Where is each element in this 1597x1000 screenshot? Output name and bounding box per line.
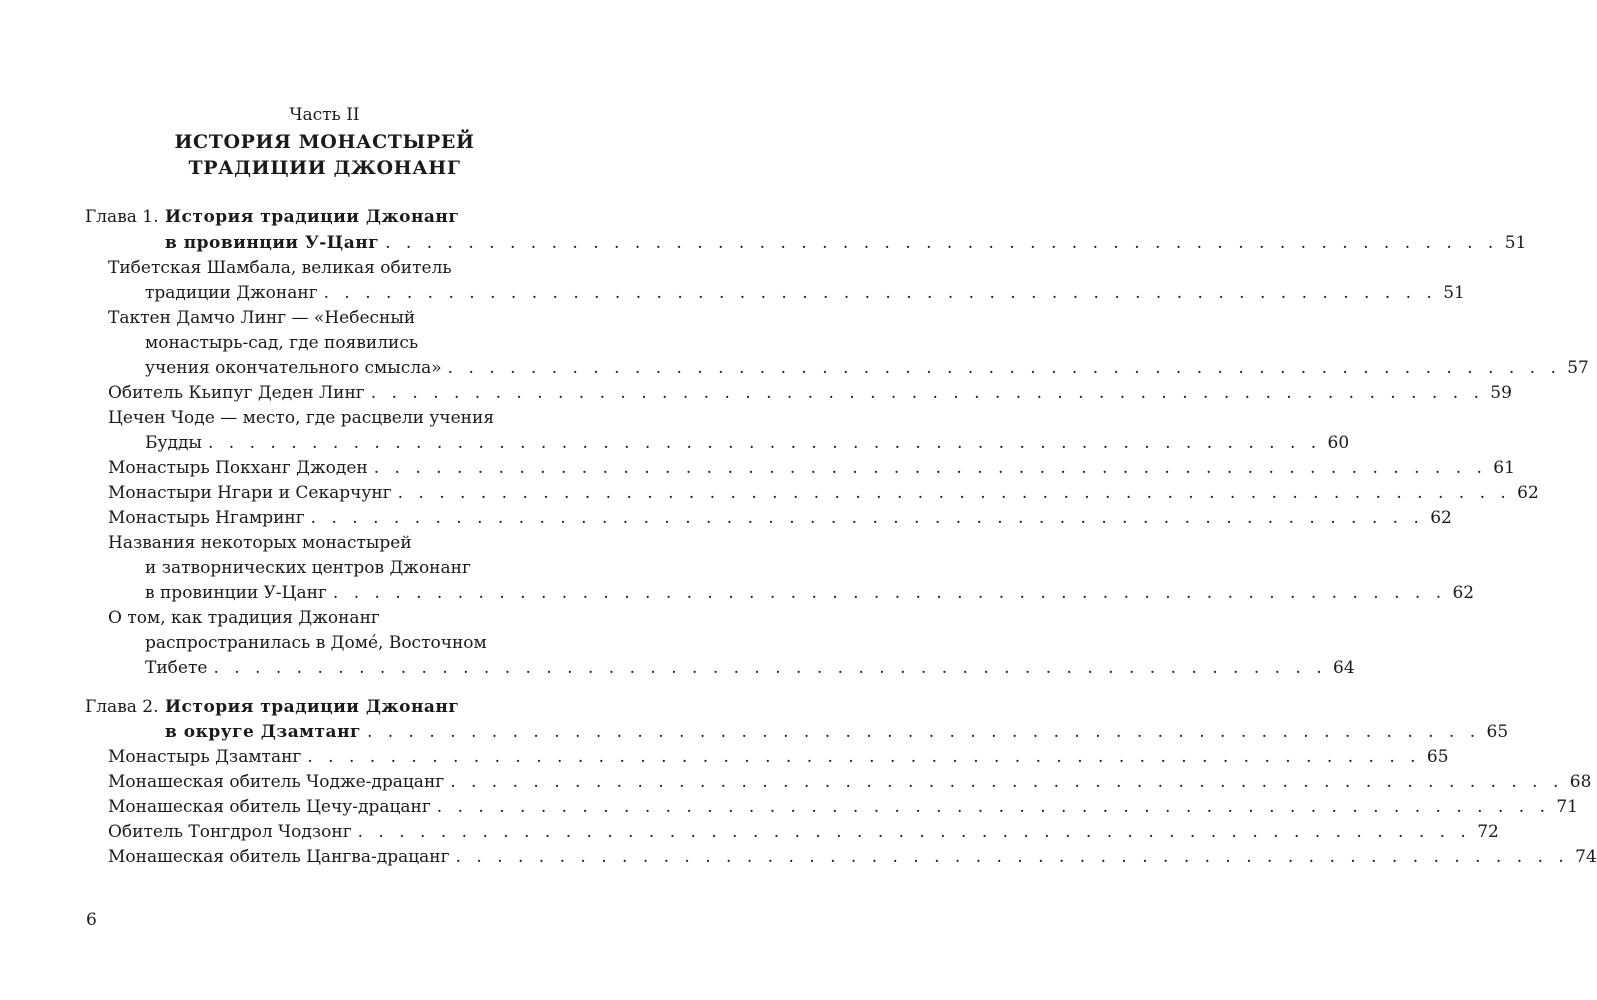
dot-leader: . . . . . . . . . . . . . . . . . . . . . . . . . . . . . . . . . . . . . . . . . . . . . . . . . . . . . . bbox=[323, 283, 1437, 303]
page-ref: 64 bbox=[1333, 658, 1355, 678]
toc-entry[interactable] bbox=[108, 795, 1578, 820]
toc-entry-line: монастырь-сад, где появились bbox=[145, 333, 419, 353]
page-ref: 62 bbox=[1452, 583, 1475, 603]
dot-leader: . . . . . . . . . . . . . . . . . . . . . . . . . . . . . . . . . . . . . . . . . . . . . . . . . . . . . . bbox=[213, 658, 1327, 678]
toc-entry[interactable] bbox=[108, 381, 1512, 406]
toc-entry-text: Будды bbox=[145, 433, 202, 453]
toc-entry-text: Монастырь Покханг Джоден bbox=[108, 458, 368, 478]
toc-entry-text: Монашеская обитель Цечу-драцанг bbox=[108, 797, 431, 817]
dot-leader: . . . . . . . . . . . . . . . . . . . . . . . . . . . . . . . . . . . . . . . . . . . . . . . . . . . . . . bbox=[310, 508, 1424, 528]
page-ref: 60 bbox=[1327, 433, 1350, 453]
toc-entry-text: Обитель Тонгдрол Чодзонг bbox=[108, 822, 352, 842]
toc-entry[interactable] bbox=[108, 456, 1515, 481]
toc-entry[interactable] bbox=[145, 431, 1350, 456]
toc-entry[interactable] bbox=[108, 770, 1592, 795]
toc-entry-text: традиции Джонанг bbox=[145, 283, 318, 303]
page-ref: 61 bbox=[1493, 458, 1515, 478]
dot-leader: . . . . . . . . . . . . . . . . . . . . . . . . . . . . . . . . . . . . . . . . . . . . . . . . . . . . . . bbox=[207, 433, 1322, 453]
toc-entry-line: Тибетская Шамбала, великая обитель bbox=[108, 258, 452, 278]
dot-leader: . . . . . . . . . . . . . . . . . . . . . . . . . . . . . . . . . . . . . . . . . . . . . . . . . . . . . . bbox=[450, 772, 1564, 792]
dot-leader: . . . . . . . . . . . . . . . . . . . . . . . . . . . . . . . . . . . . . . . . . . . . . . . . . . . . . . bbox=[397, 483, 1511, 503]
part-title-line-1: ИСТОРИЯ МОНАСТЫРЕЙ bbox=[174, 131, 475, 153]
dot-leader: . . . . . . . . . . . . . . . . . . . . . . . . . . . . . . . . . . . . . . . . . . . . . . . . . . . . . . bbox=[455, 847, 1569, 867]
toc-entry[interactable] bbox=[108, 845, 1597, 870]
page-number: 6 bbox=[86, 910, 97, 930]
toc-entry-text: учения окончательного смысла» bbox=[145, 358, 442, 378]
dot-leader: . . . . . . . . . . . . . . . . . . . . . . . . . . . . . . . . . . . . . . . . . . . . . . . . . . . . . . bbox=[357, 822, 1471, 842]
toc-entry-text: Обитель Кьипуг Деден Линг bbox=[108, 383, 365, 403]
toc-entry[interactable] bbox=[108, 481, 1539, 506]
page-ref: 51 bbox=[1443, 283, 1465, 303]
dot-leader: . . . . . . . . . . . . . . . . . . . . . . . . . . . . . . . . . . . . . . . . . . . . . . . . . . . . . . bbox=[436, 797, 1550, 817]
chapter-2-title-line-2: в округе Дзамтанг bbox=[165, 722, 361, 742]
dot-leader: . . . . . . . . . . . . . . . . . . . . . . . . . . . . . . . . . . . . . . . . . . . . . . . . . . . . . . bbox=[385, 233, 1499, 253]
page-ref: 65 bbox=[1486, 722, 1509, 742]
toc-entry-text: Монашеская обитель Чодже-драцанг bbox=[108, 772, 445, 792]
dot-leader: . . . . . . . . . . . . . . . . . . . . . . . . . . . . . . . . . . . . . . . . . . . . . . . . . . . . . . bbox=[373, 458, 1487, 478]
toc-entry-text: в провинции У-Цанг bbox=[145, 583, 327, 603]
chapter-1-title-line-1: История традиции Джонанг bbox=[165, 207, 460, 227]
page-ref: 57 bbox=[1567, 358, 1589, 378]
toc-entry[interactable] bbox=[108, 745, 1449, 770]
toc-entry-line: О том, как традиция Джонанг bbox=[108, 608, 380, 628]
page-ref: 51 bbox=[1504, 233, 1527, 253]
part-label: Часть II bbox=[289, 105, 360, 125]
part-title-line-2: ТРАДИЦИИ ДЖОНАНГ bbox=[188, 157, 461, 179]
page-ref: 62 bbox=[1517, 483, 1539, 503]
toc-entry-text: Монастыри Нгари и Секарчунг bbox=[108, 483, 392, 503]
page-ref: 72 bbox=[1477, 822, 1499, 842]
page-ref: 71 bbox=[1556, 797, 1578, 817]
chapter-1-title-line-2: в провинции У-Цанг bbox=[165, 233, 380, 253]
chapter-2-title-line-1: История традиции Джонанг bbox=[165, 697, 460, 717]
page-ref: 62 bbox=[1430, 508, 1452, 528]
page-ref: 59 bbox=[1490, 383, 1512, 403]
toc-entry[interactable] bbox=[145, 356, 1589, 381]
toc-entry-line: Названия некоторых монастырей bbox=[108, 533, 412, 553]
toc-entry[interactable] bbox=[145, 281, 1465, 306]
toc-entry-text: Монашеская обитель Цангва-драцанг bbox=[108, 847, 450, 867]
toc-entry-text: Монастырь Дзамтанг bbox=[108, 747, 302, 767]
toc-entry[interactable] bbox=[108, 506, 1452, 531]
toc-entry-text: Тибете bbox=[145, 658, 208, 678]
toc-entry-line: и затворнических центров Джонанг bbox=[145, 558, 471, 578]
chapter-2-label: Глава 2. bbox=[85, 697, 159, 717]
page-ref: 68 bbox=[1569, 772, 1592, 792]
toc-entry-line: распространилась в Домé, Восточном bbox=[145, 633, 487, 653]
dot-leader: . . . . . . . . . . . . . . . . . . . . . . . . . . . . . . . . . . . . . . . . . . . . . . . . . . . . . . bbox=[447, 358, 1561, 378]
dot-leader: . . . . . . . . . . . . . . . . . . . . . . . . . . . . . . . . . . . . . . . . . . . . . . . . . . . . . . bbox=[366, 722, 1481, 742]
toc-entry[interactable] bbox=[145, 581, 1475, 606]
page-ref: 74 bbox=[1575, 847, 1597, 867]
dot-leader: . . . . . . . . . . . . . . . . . . . . . . . . . . . . . . . . . . . . . . . . . . . . . . . . . . . . . . bbox=[307, 747, 1421, 767]
chapter-1-label: Глава 1. bbox=[85, 207, 159, 227]
chapter-2-title-row[interactable] bbox=[165, 720, 1509, 745]
toc-entry[interactable] bbox=[108, 820, 1499, 845]
toc-entry[interactable] bbox=[145, 656, 1355, 681]
dot-leader: . . . . . . . . . . . . . . . . . . . . . . . . . . . . . . . . . . . . . . . . . . . . . . . . . . . . . . bbox=[370, 383, 1484, 403]
page-ref: 65 bbox=[1426, 747, 1449, 767]
toc-entry-line: Тактен Дамчо Линг — «Небесный bbox=[108, 308, 416, 328]
dot-leader: . . . . . . . . . . . . . . . . . . . . . . . . . . . . . . . . . . . . . . . . . . . . . . . . . . . . . . bbox=[332, 583, 1447, 603]
chapter-1-title-row[interactable] bbox=[165, 231, 1527, 256]
toc-entry-line: Цечен Чоде — место, где расцвели учения bbox=[108, 408, 495, 428]
toc-entry-text: Монастырь Нгамринг bbox=[108, 508, 305, 528]
